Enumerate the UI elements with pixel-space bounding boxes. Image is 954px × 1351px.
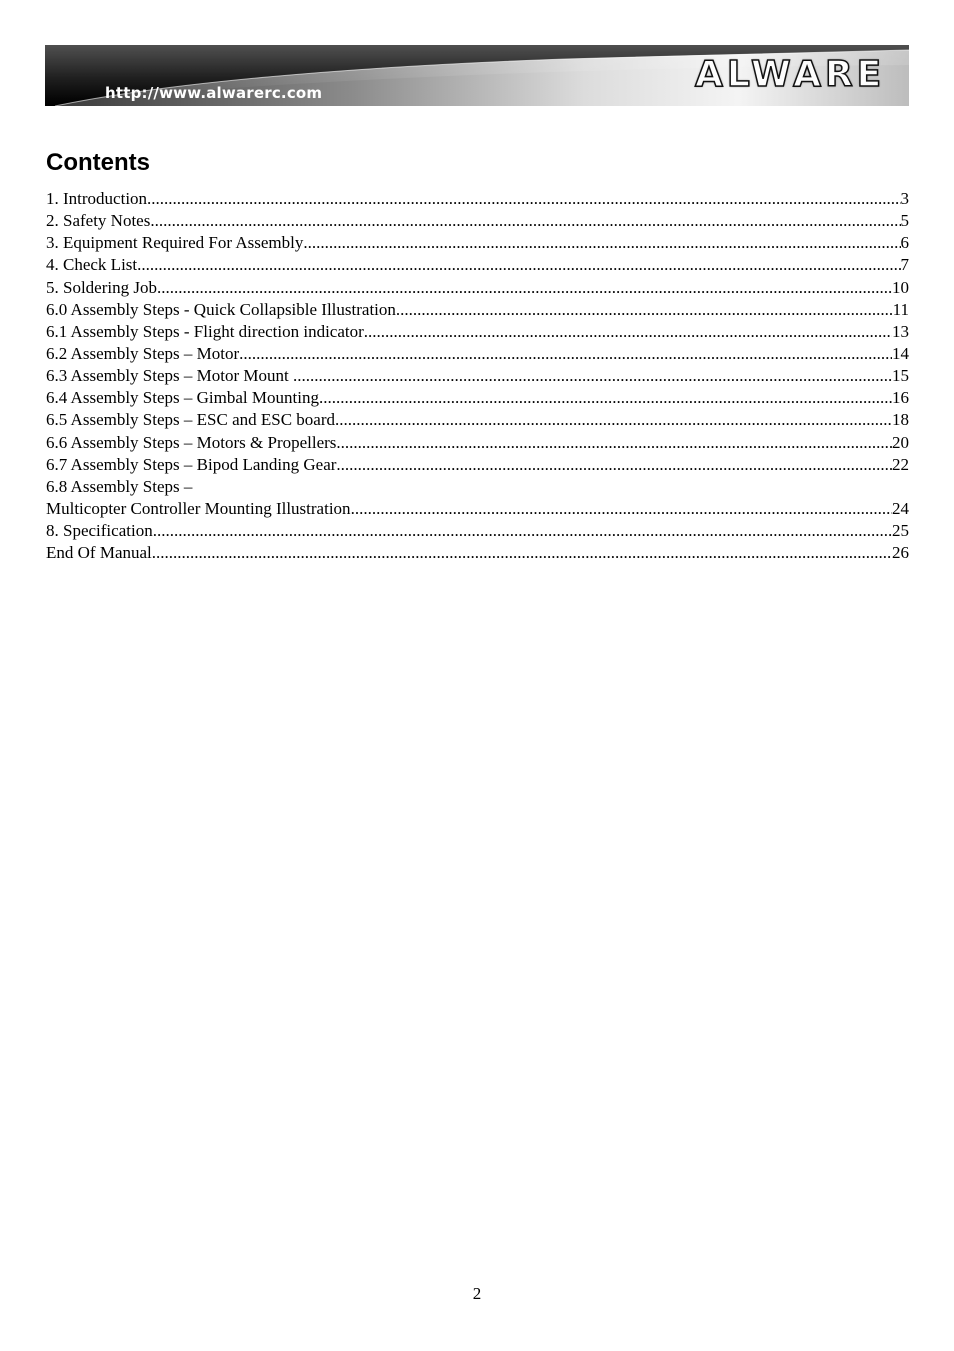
toc-entry-title: 5. Soldering Job: [46, 277, 157, 297]
toc-entry-esc-board[interactable]: [46, 409, 909, 431]
toc-entry-soldering-job[interactable]: [46, 277, 909, 299]
toc-entry-title: End Of Manual: [46, 543, 152, 563]
toc-dot-leader: [239, 343, 892, 365]
toc-entry-title: 6.3 Assembly Steps – Motor Mount: [46, 366, 293, 386]
toc-entry-page: 22: [892, 454, 909, 474]
toc-entry-title: 6.1 Assembly Steps - Flight direction indicator: [46, 321, 364, 341]
toc-entry-motor[interactable]: [46, 343, 909, 365]
toc-entry-title: 6.8 Assembly Steps –: [46, 476, 193, 496]
toc-dot-leader: [150, 210, 900, 232]
toc-dot-leader: [396, 299, 893, 321]
toc-entry-flight-direction-indicator[interactable]: [46, 321, 909, 343]
toc-entry-motors-propellers[interactable]: [46, 432, 909, 454]
toc-entry-title: 8. Specification: [46, 521, 153, 541]
toc-dot-leader: [152, 542, 892, 564]
toc-entry-page: 6: [900, 233, 909, 253]
toc-entry-page: 5: [900, 211, 909, 231]
toc-entry-controller-mounting-line1[interactable]: [46, 476, 909, 498]
toc-dot-leader: [293, 365, 892, 387]
toc-entry-title: Multicopter Controller Mounting Illustration: [46, 498, 351, 518]
toc-entry-page: 7: [900, 255, 909, 275]
toc-entry-page: 15: [892, 366, 909, 386]
toc-entry-page: 25: [892, 521, 909, 541]
toc-dot-leader: [147, 188, 900, 210]
toc-entry-controller-mounting[interactable]: [46, 498, 909, 520]
toc-entry-end-of-manual[interactable]: [46, 542, 909, 564]
toc-dot-leader: [335, 409, 892, 431]
toc-entry-bipod-landing-gear[interactable]: [46, 454, 909, 476]
website-url: http://www.alwarerc.com: [105, 84, 323, 102]
toc-entry-page: 3: [900, 189, 909, 208]
toc-entry-title: 6.5 Assembly Steps – ESC and ESC board: [46, 410, 336, 430]
toc-dot-leader: [364, 321, 892, 343]
toc-entry-title: 6.6 Assembly Steps – Motors & Propellers: [46, 432, 337, 452]
toc-entry-check-list[interactable]: [46, 254, 909, 276]
toc-dot-leader: [157, 277, 892, 299]
toc-entry-title: 6.4 Assembly Steps – Gimbal Mounting: [46, 388, 319, 408]
toc-dot-leader: [303, 232, 900, 254]
toc-entry-title: 2. Safety Notes: [46, 211, 151, 231]
toc-entry-title: 3. Equipment Required For Assembly: [46, 233, 304, 253]
header-banner: [45, 45, 909, 106]
toc-dot-leader: [336, 432, 892, 454]
toc-entry-quick-collapsible[interactable]: [46, 299, 909, 321]
toc-dot-leader: [137, 254, 900, 276]
toc-entry-title: 6.2 Assembly Steps – Motor: [46, 343, 240, 363]
toc-entry-title: 1. Introduction: [46, 189, 148, 208]
toc-entry-page: 20: [892, 432, 909, 452]
toc-dot-leader: [351, 498, 892, 520]
table-of-contents: [46, 188, 909, 564]
toc-dot-leader: [336, 454, 892, 476]
toc-entry-gimbal-mounting[interactable]: [46, 387, 909, 409]
alware-logo: ALWARE: [695, 54, 886, 95]
toc-entry-page: 16: [892, 388, 909, 408]
toc-entry-page: 18: [892, 410, 909, 430]
toc-entry-title: 4. Check List: [46, 255, 138, 275]
toc-entry-equipment-required[interactable]: [46, 232, 909, 254]
toc-entry-title: 6.0 Assembly Steps - Quick Collapsible Illustration: [46, 299, 396, 319]
page-number: 2: [472, 1284, 482, 1303]
contents-heading: Contents: [46, 149, 150, 176]
toc-entry-page: 26: [892, 543, 909, 563]
toc-entry-page: 11: [892, 299, 909, 319]
toc-entry-page: 14: [892, 343, 909, 363]
toc-entry-page: 24: [892, 498, 909, 518]
toc-dot-leader: [319, 387, 892, 409]
toc-entry-title: 6.7 Assembly Steps – Bipod Landing Gear: [46, 454, 337, 474]
toc-entry-specification[interactable]: [46, 520, 909, 542]
toc-entry-introduction[interactable]: [46, 188, 909, 210]
toc-entry-motor-mount[interactable]: [46, 365, 909, 387]
toc-entry-safety-notes[interactable]: [46, 210, 909, 232]
toc-entry-page: 13: [892, 321, 909, 341]
toc-entry-page: 10: [892, 277, 909, 297]
toc-dot-leader: [153, 520, 892, 542]
